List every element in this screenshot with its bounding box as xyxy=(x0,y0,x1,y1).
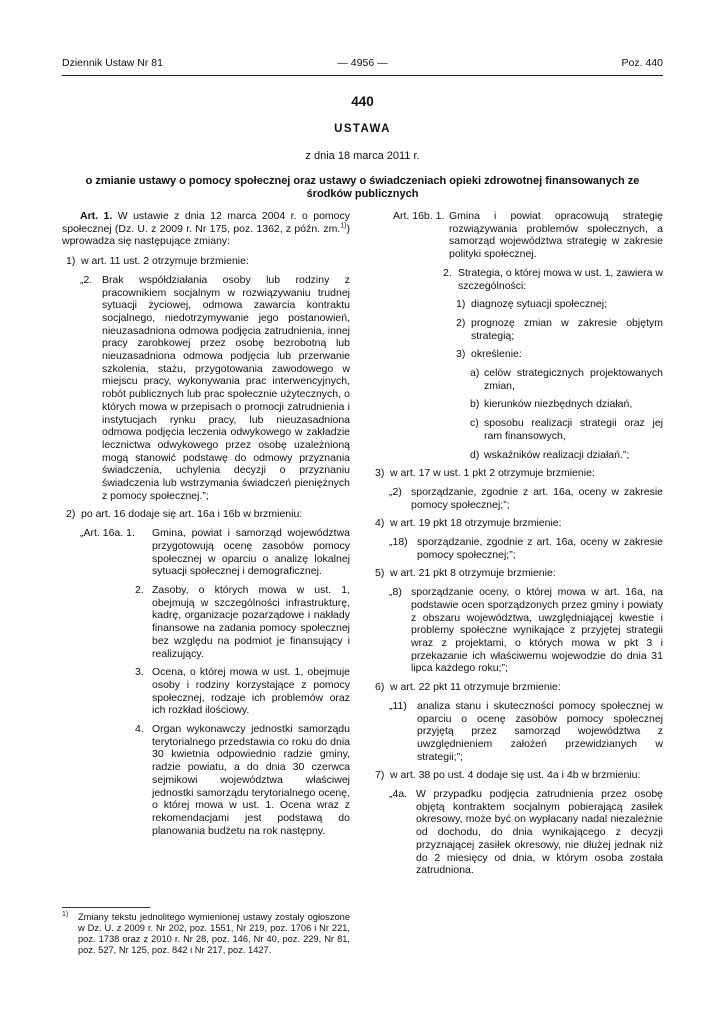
art-16a-ust-3: 3. Ocena, o której mowa w ust. 1, obejmuje osoby i rodziny korzystające z pomocy społecznej, rodzaje ich problemów oraz ich rozkład ilościowy. xyxy=(135,666,350,717)
right-column xyxy=(375,210,663,883)
journal-name: Dziennik Ustaw Nr 81 xyxy=(62,57,163,69)
art-16a-ust-2: 2. Zasoby, o których mowa w ust. 1, obejmują w szczególności infrastrukturę, kadrę, organizacje pozarządowe i nakłady finansowe na zadania pomocy społecznej bez względu na podmiot je finansujący i realizujący. xyxy=(135,583,350,660)
art-16b-ust-2: 2. Strategia, o której mowa w ust. 1, zawiera w szczególności: xyxy=(443,266,663,292)
strategy-letter-d: d) wskaźników realizacji działań.”; xyxy=(470,448,630,461)
amendment-6: 6) w art. 22 pkt 11 otrzymuje brzmienie: xyxy=(375,681,561,694)
strategy-letter-c: c) sposobu realizacji strategii oraz jej ram finansowych, xyxy=(470,417,663,442)
footnote xyxy=(62,912,350,956)
amendment-4: 4) w art. 19 pkt 18 otrzymuje brzmienie: xyxy=(375,517,562,530)
article-label: Art. 1. xyxy=(80,210,113,222)
strategy-letter-a: a) celów strategicznych projektowanych zmian, xyxy=(470,367,663,392)
amendment-1: 1) w art. 11 ust. 2 otrzymuje brzmienie: xyxy=(66,255,249,268)
strategy-item-2: 2) prognozę zmian w zakresie objętym strategią; xyxy=(456,316,663,342)
article-1-intro: Art. 1. W ustawie z dnia 12 marca 2004 r. o pomocy społecznej (Dz. U. z 2009 r. Nr 175, poz. 1362, z późn. zm.$^{1)}$) wprowadza się następujące zmiany: xyxy=(62,210,351,248)
footnote-text: Zmiany tekstu jednolitego wymienionej ustawy zostały ogłoszone w Dz. U. z 2009 r. Nr 202, poz. 1551, Nr 219, poz. 1706 i Nr 221, poz. 1738 oraz z 2010 r. Nr 28, poz. 146, Nr 40, poz. 229, Nr 81, poz. 527, Nr 125, poz. 842 i Nr 217, poz. 1427. xyxy=(78,912,350,955)
act-date: z dnia 18 marca 2011 r. xyxy=(305,150,420,162)
act-title: o zmianie ustawy o pomocy społecznej oraz ustawy o świadczeniach opieki zdrowotnej finansowanych ze środków publicznych xyxy=(85,175,640,200)
amendment-7: 7) w art. 38 po ust. 4 dodaje się ust. 4a i 4b w brzmieniu: xyxy=(375,769,641,782)
act-type: USTAWA xyxy=(334,123,391,135)
art-16a-ust-1: „Art. 16a. 1. Gmina, powiat i samorząd województwa przygotowują ocenę zasobów pomocy społecznej w oparciu o analizę lokalnej sytuacji społecznej i demograficznej. xyxy=(80,527,350,578)
header-divider xyxy=(62,75,663,76)
left-column xyxy=(62,210,350,843)
strategy-item-1: 1) diagnozę sytuacji społecznej; xyxy=(456,298,607,311)
amendment-3: 3) w art. 17 w ust. 1 pkt 2 otrzymuje brzmienie: xyxy=(375,467,595,480)
quote-pkt-11: „11) analiza stanu i skuteczności pomocy społecznej w oparciu o ocenę zasobów pomocy społecznej przyjętą przez samorząd województwa z uwzględnieniem założeń przewidzianych w strategii;”; xyxy=(389,699,663,763)
act-number: 440 xyxy=(351,94,374,109)
quote-ust-2: „2. Brak współdziałania osoby lub rodziny z pracownikiem socjalnym w rozwiązywaniu trudnej sytuacji życiowej, odmowa zawarcia kontraktu socjalnego, niedotrzymywanie jego postanowień, nieuzasadniona odmowa podjęcia zatrudnienia, innej pracy zarobkowej przez osobę bezrobotną lub nieuzasadniona odmowa podjęcia lub przerwanie szkolenia, stażu, przygotowania zawodowego w miejscu pracy, wykonywania prac interwencyjnych, robót publicznych lub prac społecznie użytecznych, o których mowa w przepisach o promocji zatrudnienia i instytucjach rynku pracy, lub nieuzasadniona odmowa podjęcia leczenia odwykowego w zakładzie lecznictwa odwykowego przez osobę uzależnioną mogą stanowić podstawę do odmowy przyznania świadczenia, uchylenia decyzji o przyznaniu świadczenia lub wstrzymania świadczeń pieniężnych z pomocy społecznej.”; xyxy=(80,273,350,502)
position-number: Poz. 440 xyxy=(621,57,663,69)
quote-pkt-18: „18) sporządzanie, zgodnie z art. 16a, oceny w zakresie pomocy społecznej;”; xyxy=(389,536,663,561)
strategy-item-3: 3) określenie: xyxy=(456,348,522,361)
amendment-5: 5) w art. 21 pkt 8 otrzymuje brzmienie: xyxy=(375,567,556,580)
art-16b-ust-1: Art. 16b. 1. Gmina i powiat opracowują strategię rozwiązywania problemów społecznych, a samorząd województwa strategię w zakresie polityki społecznej. xyxy=(393,210,663,261)
footnote-ref: 1) xyxy=(340,222,347,230)
footnote-label: 1) xyxy=(62,910,69,918)
art-16a-ust-4: 4. Organ wykonawczy jednostki samorządu terytorialnego przedstawia co roku do dnia 30 kwietnia odpowiednio radzie gminy, radzie powiatu, a do dnia 30 czerwca sejmikowi województwa właściwej jednostki samorządu terytorialnego ocenę, o której mowa w ust. 1. Ocena wraz z rekomendacjami jest podstawą do planowania budżetu na rok następny. xyxy=(135,723,350,837)
quote-pkt-2: „2) sporządzanie, zgodnie z art. 16a, oceny w zakresie pomocy społecznej;”; xyxy=(389,485,663,511)
strategy-letter-b: b) kierunków niezbędnych działań, xyxy=(470,398,633,411)
page-number: — 4956 — xyxy=(337,57,388,69)
footnote-divider xyxy=(62,907,150,908)
amendment-2: 2) po art. 16 dodaje się art. 16a i 16b w brzmieniu: xyxy=(66,508,303,521)
quote-ust-4a: „4a. W przypadku podjęcia zatrudnienia przez osobę objętą kontraktem socjalnym pobierającą zasiłek okresowy, może być on wypłacany nadal niezależnie od dochodu, do dnia wynikającego z decyzji przyznającej zasiłek okresowy, nie dłużej jednak niż do 2 miesięcy od dnia, w którym osoba została zatrudniona. xyxy=(389,788,663,877)
quote-pkt-8: „8) sporządzanie oceny, o której mowa w art. 16a, na podstawie ocen sporządzonych przez gminy i powiaty z obszaru województwa, uwzględniającej kwestie i problemy społeczne wynikające z przyjętej strategii wraz z projektami, o których mowa w pkt 3 i przekazanie ich właściwemu wojewodzie do dnia 31 lipca każdego roku;”; xyxy=(389,586,663,675)
